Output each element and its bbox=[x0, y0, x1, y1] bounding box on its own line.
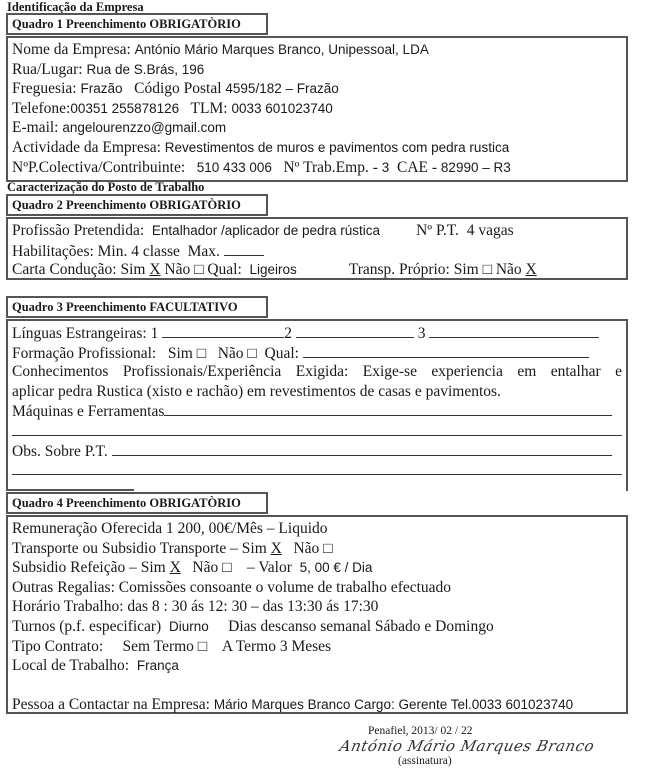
label: 1 bbox=[150, 325, 159, 342]
label: 2 bbox=[284, 325, 292, 342]
label: E-mail: bbox=[12, 119, 59, 137]
salary-line: Remuneração Oferecida 1 200, 00€/Mês – Liquido bbox=[12, 520, 328, 537]
label: Tipo Contrato: bbox=[12, 637, 104, 655]
label: Nº Trab.Emp. - bbox=[283, 158, 378, 176]
profession: Entalhador /aplicador de pedra rústica bbox=[151, 223, 381, 238]
meal-no-checkbox: Não □ bbox=[192, 559, 232, 577]
license-no-checkbox: Não □ bbox=[164, 261, 204, 279]
observations-line bbox=[12, 441, 622, 461]
label: Qual: bbox=[207, 261, 242, 279]
parish-line bbox=[12, 79, 622, 99]
place-date: Penafiel, 2013/ 02 / 22 bbox=[368, 725, 473, 737]
activity-line bbox=[12, 138, 622, 158]
label: 3 bbox=[417, 325, 426, 342]
address: Rua de S.Brás, 196 bbox=[86, 61, 205, 77]
tax-number: 510 433 006 bbox=[196, 159, 272, 175]
company-name: António Mário Marques Branco, Unipessoal, LDA bbox=[134, 42, 429, 57]
quadro-1-header: Quadro 1 Preenchimento OBRIGATÒRIO bbox=[6, 13, 268, 35]
quadro-2-box bbox=[6, 217, 628, 280]
spacer bbox=[12, 676, 622, 696]
label: Rua/Lugar: bbox=[12, 60, 83, 78]
email-line bbox=[12, 118, 622, 138]
label: Telefone: bbox=[12, 99, 71, 117]
label: Código Postal bbox=[134, 80, 222, 98]
quadro-4-header: Quadro 4 Preenchimento OBRIGATÒRIO bbox=[6, 492, 268, 514]
quadro-4-box bbox=[6, 515, 628, 714]
contact-line bbox=[12, 695, 622, 715]
signature-label: (assinatura) bbox=[398, 755, 452, 767]
label: – Valor bbox=[246, 559, 292, 577]
signature: António Mário Marques Branco bbox=[338, 737, 597, 755]
training-no-checkbox: Não □ bbox=[217, 344, 257, 362]
section-title-identificacao: Identificação da Empresa bbox=[7, 0, 144, 14]
word: em bbox=[517, 363, 537, 381]
quadro-2-header: Quadro 2 Preenchimento OBRIGATÒRIO bbox=[6, 194, 268, 216]
observations-blank-2 bbox=[12, 460, 622, 475]
word: Exigida: bbox=[295, 363, 349, 381]
language-2-blank bbox=[296, 323, 414, 338]
label: Actividade da Empresa: bbox=[12, 138, 161, 156]
training-which-blank bbox=[303, 343, 589, 358]
label: Carta Condução: Sim bbox=[12, 261, 146, 279]
employees: 3 bbox=[381, 159, 390, 175]
label: Profissão Pretendida: bbox=[12, 222, 145, 239]
label: Máquinas e Ferramentas bbox=[12, 403, 165, 421]
label: Pessoa a Contactar na Empresa: bbox=[12, 696, 210, 714]
training-yes-checkbox: Sim □ bbox=[167, 344, 207, 362]
machines-blank-row bbox=[12, 421, 622, 441]
label: Freguesia: bbox=[12, 80, 77, 98]
word: Conhecimentos bbox=[12, 363, 109, 381]
word: Profissionais/Experiência bbox=[122, 363, 282, 381]
experience-line-2: aplicar pedra Rustica (xisto e rachão) em revestimentos de casas e pavimentos. bbox=[12, 382, 501, 400]
label: TLM: bbox=[190, 99, 228, 117]
tax-line bbox=[12, 158, 622, 178]
shift: Diurno bbox=[168, 618, 209, 634]
contact: Mário Marques Branco Cargo: Gerente Tel.0033 601023740 bbox=[213, 697, 574, 713]
training-line bbox=[12, 343, 622, 363]
qualifications-line bbox=[12, 241, 622, 261]
label: Subsidio Refeição – Sim bbox=[12, 559, 166, 577]
observations-blank bbox=[112, 441, 612, 456]
label: Max. bbox=[187, 242, 220, 260]
word: e bbox=[615, 363, 622, 381]
cae: 82990 – R3 bbox=[440, 159, 511, 175]
activity: Revestimentos de muros e pavimentos com pedra rustica bbox=[164, 139, 510, 155]
schedule-line: Horário Trabalho: das 8 : 30 ás 12: 30 – das 13:30 ás 17:30 bbox=[12, 598, 379, 616]
transport-no-checkbox: Não □ bbox=[293, 539, 333, 557]
profession-line bbox=[12, 221, 622, 241]
label: Obs. Sobre P.T. bbox=[12, 442, 108, 460]
languages-line bbox=[12, 323, 622, 343]
max-qualification-blank bbox=[224, 241, 264, 256]
address-line bbox=[12, 60, 622, 80]
phone: 00351 255878126 bbox=[70, 100, 180, 116]
license-yes-mark: X bbox=[149, 261, 161, 279]
vacancies: 4 vagas bbox=[466, 222, 514, 239]
label: Línguas Estrangeiras: bbox=[12, 325, 147, 342]
email: angelourenzzo@gmail.com bbox=[62, 120, 227, 136]
label: NºP.Colectiva/Contribuinte: bbox=[12, 158, 186, 176]
contract-line bbox=[12, 637, 622, 657]
license-line bbox=[12, 260, 622, 280]
label: Turnos (p.f. especificar) bbox=[12, 617, 162, 635]
label: Formação Profissional: bbox=[12, 344, 157, 362]
experience-line-1 bbox=[12, 362, 622, 382]
label: Nº P.T. bbox=[416, 222, 459, 239]
workplace-line bbox=[12, 656, 622, 676]
meal-line bbox=[12, 558, 622, 578]
label: Nome da Empresa: bbox=[12, 41, 131, 58]
fixed-term: A Termo 3 Meses bbox=[221, 637, 332, 655]
machines-blank-2 bbox=[12, 421, 622, 436]
observations-blank-row bbox=[12, 460, 622, 480]
machines-line bbox=[12, 401, 622, 421]
own-transport-no-mark: X bbox=[525, 261, 537, 279]
quadro-1-box bbox=[6, 36, 628, 182]
label: CAE - bbox=[397, 158, 438, 176]
parish: Frazão bbox=[80, 81, 123, 97]
meal-value: 5, 00 € / Dia bbox=[299, 560, 373, 576]
section-title-posto: Caracterização do Posto de Trabalho bbox=[7, 180, 205, 194]
label: Local de Trabalho: bbox=[12, 657, 130, 675]
label: Transporte ou Subsidio Transporte – Sim bbox=[12, 539, 267, 557]
word: experiencia bbox=[431, 363, 503, 381]
word: entalhar bbox=[550, 363, 601, 381]
rest-days: Dias descanso semanal Sábado e Domingo bbox=[228, 617, 494, 635]
transport-yes-mark: X bbox=[270, 539, 282, 557]
phone-line bbox=[12, 99, 622, 119]
quadro-3-box bbox=[6, 319, 628, 491]
shifts-line bbox=[12, 617, 622, 637]
workplace: França bbox=[136, 658, 179, 674]
permanent-checkbox: Sem Termo □ bbox=[122, 637, 208, 655]
language-3-blank bbox=[429, 323, 599, 338]
company-name-line bbox=[12, 40, 622, 60]
quadro-3-header: Quadro 3 Preenchimento FACULTATIVO bbox=[6, 296, 268, 318]
machines-blank bbox=[164, 401, 612, 416]
transport-line bbox=[12, 539, 622, 559]
mobile: 0033 601023740 bbox=[231, 100, 333, 116]
label: Qual: bbox=[264, 344, 299, 362]
word: Exige-se bbox=[362, 363, 417, 381]
meal-yes-mark: X bbox=[169, 559, 181, 577]
language-1-blank bbox=[162, 323, 284, 338]
license-type: Ligeiros bbox=[249, 262, 297, 278]
divider bbox=[6, 489, 134, 491]
label: Transp. Próprio: Sim □ Não bbox=[348, 261, 522, 279]
postal-code: 4595/182 – Frazão bbox=[225, 81, 339, 97]
min-qualification: 4 classe bbox=[131, 242, 180, 260]
benefits-line: Outras Regalias: Comissões consoante o volume de trabalho efectuado bbox=[12, 578, 452, 596]
label: Habilitações: Min. bbox=[12, 242, 128, 260]
